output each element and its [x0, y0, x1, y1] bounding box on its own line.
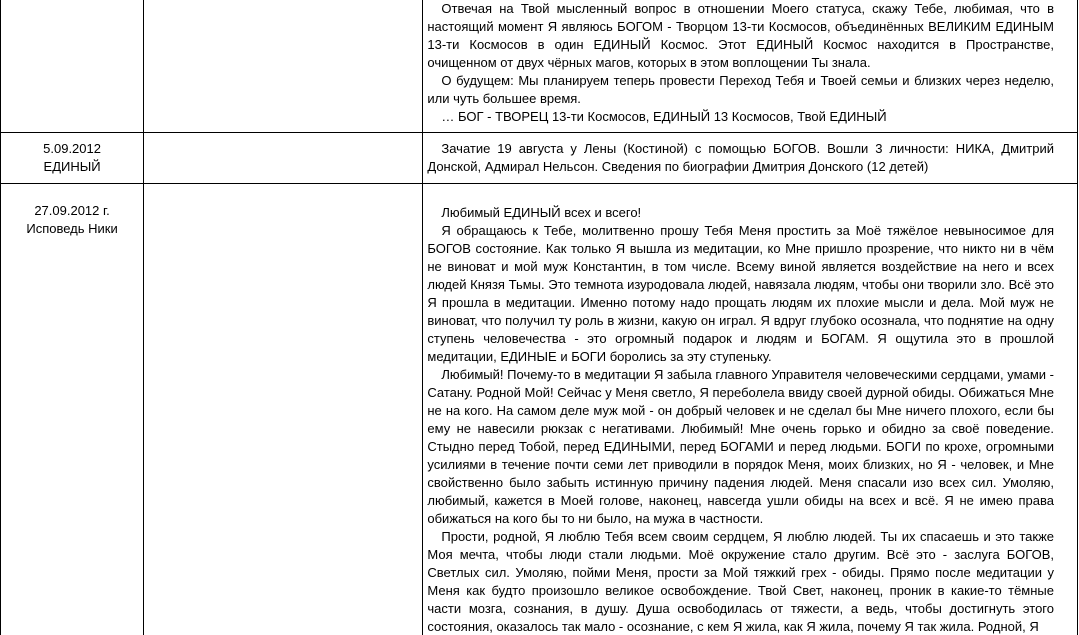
- paragraph: Отвечая на Твой мысленный вопрос в отношении Моего статуса, скажу Тебе, любимая, что в настоящий момент Я являюсь БОГОМ - Творцом 13-ти Космосов, объединённых ВЕЛИКИМ ЕДИНЫМ 13-ти Космосов в один ЕДИНЫЙ Космос. Этот ЕДИНЫЙ Космос находится в Пространстве, очищенном от двух чёрных магов, которых в этом воплощении Ты знала.: [427, 1, 1054, 70]
- date-cell: [1, 133, 144, 184]
- date-cell: [1, 0, 144, 133]
- entry-title: ЕДИНЫЙ: [43, 159, 101, 174]
- entry-title: Исповедь Ники: [26, 221, 118, 236]
- message-cell: [423, 133, 1078, 184]
- empty-cell: [144, 0, 423, 133]
- message-cell: [423, 184, 1078, 635]
- message-cell: [423, 0, 1078, 133]
- date-cell: [1, 184, 144, 635]
- signature: … БОГ - ТВОРЕЦ 13-ти Космосов, ЕДИНЫЙ 13 Космосов, Твой ЕДИНЫЙ: [441, 109, 887, 124]
- paragraph: Я обращаюсь к Тебе, молитвенно прошу Тебя Меня простить за Моё тяжёлое невыносимое для БОГОВ состояние. Как только Я вышла из медитации, ко Мне пришло прозрение, что никто ни в чём не виноват и мой муж Константин, в том числе. Всему виной является воздействие на него и всех людей Князя Тьмы. Это темнота изуродовала людей, навязала людям, чтобы они творили зло. Всё это Я прошла в медитации. Именно потому надо прощать людям их плохие мысли и дела. Мой муж не виноват, что получил ту роль в жизни, какую он играл. Я вдруг глубоко осознала, что поднятие на одну ступень человечества - это огромный подарок и людям и БОГАМ. Я ощутила это в прошлой медитации, ЕДИНЫЕ и БОГИ боролись за эту ступеньку.: [427, 223, 1054, 364]
- date-text: 27.09.2012 г.: [34, 203, 110, 218]
- date-text: 5.09.2012: [43, 141, 101, 156]
- paragraph: Прости, родной, Я люблю Тебя всем своим сердцем, Я люблю людей. Ты их спасаешь и это также Моя мечта, чтобы люди стали людьми. Моё окружение стало другим. Всё это - заслуга БОГОВ, Светлых сил. Умоляю, пойми Меня, прости за Мой тяжкий грех - обиды. Прямо после медитации у Меня как будто произошло великое освобождение. Твой Свет, наконец, проник в какие-то тёмные части мозга, сознания, в душу. Душа освободилась от тяжести, а ведь, чтобы достигнуть этого состояния, оказалось так мало - осознание, с кем Я жила, как Я жила, почему Я так жила. Родной, Я: [427, 529, 1054, 634]
- greeting: Любимый ЕДИНЫЙ всех и всего!: [441, 205, 642, 220]
- table-row: [1, 133, 1078, 184]
- empty-cell: [144, 133, 423, 184]
- empty-cell: [144, 184, 423, 635]
- paragraph: Зачатие 19 августа у Лены (Костиной) с помощью БОГОВ. Вошли 3 личности: НИКА, Дмитрий Донской, Адмирал Нельсон. Сведения по биографии Дмитрия Донского (12 детей): [427, 141, 1054, 174]
- table-row: [1, 0, 1078, 133]
- paragraph: Любимый! Почему-то в медитации Я забыла главного Управителя человеческими сердцами, умами - Сатану. Родной Мой! Сейчас у Меня светло, Я переболела ввиду своей дурной обиды. Обижаться Мне не на кого. На самом деле муж мой - он добрый человек и не сделал бы Мне ничего плохого, если бы ему не навесили рюкзак с негативами. Любимый! Мне очень горько и обидно за своё поведение. Стыдно перед Тобой, перед ЕДИНЫМИ, перед БОГАМИ и перед людьми. БОГИ по крохе, огромными усилиями в течение почти семи лет приводили в порядок Меня, моих близких, но Я - человек, и Мне свойственно было забыть истинную причину падения людей. Меня спасали изо всех сил. Умоляю, любимый, кажется в Моей голове, наконец, навсегда ушли обиды на всех и всё. Я не имею права обижаться на кого бы то ни было, на мужа в частности.: [427, 367, 1054, 526]
- table-row: [1, 184, 1078, 635]
- paragraph: О будущем: Мы планируем теперь провести Переход Тебя и Твоей семьи и близких через неделю, или чуть большее время.: [427, 73, 1054, 106]
